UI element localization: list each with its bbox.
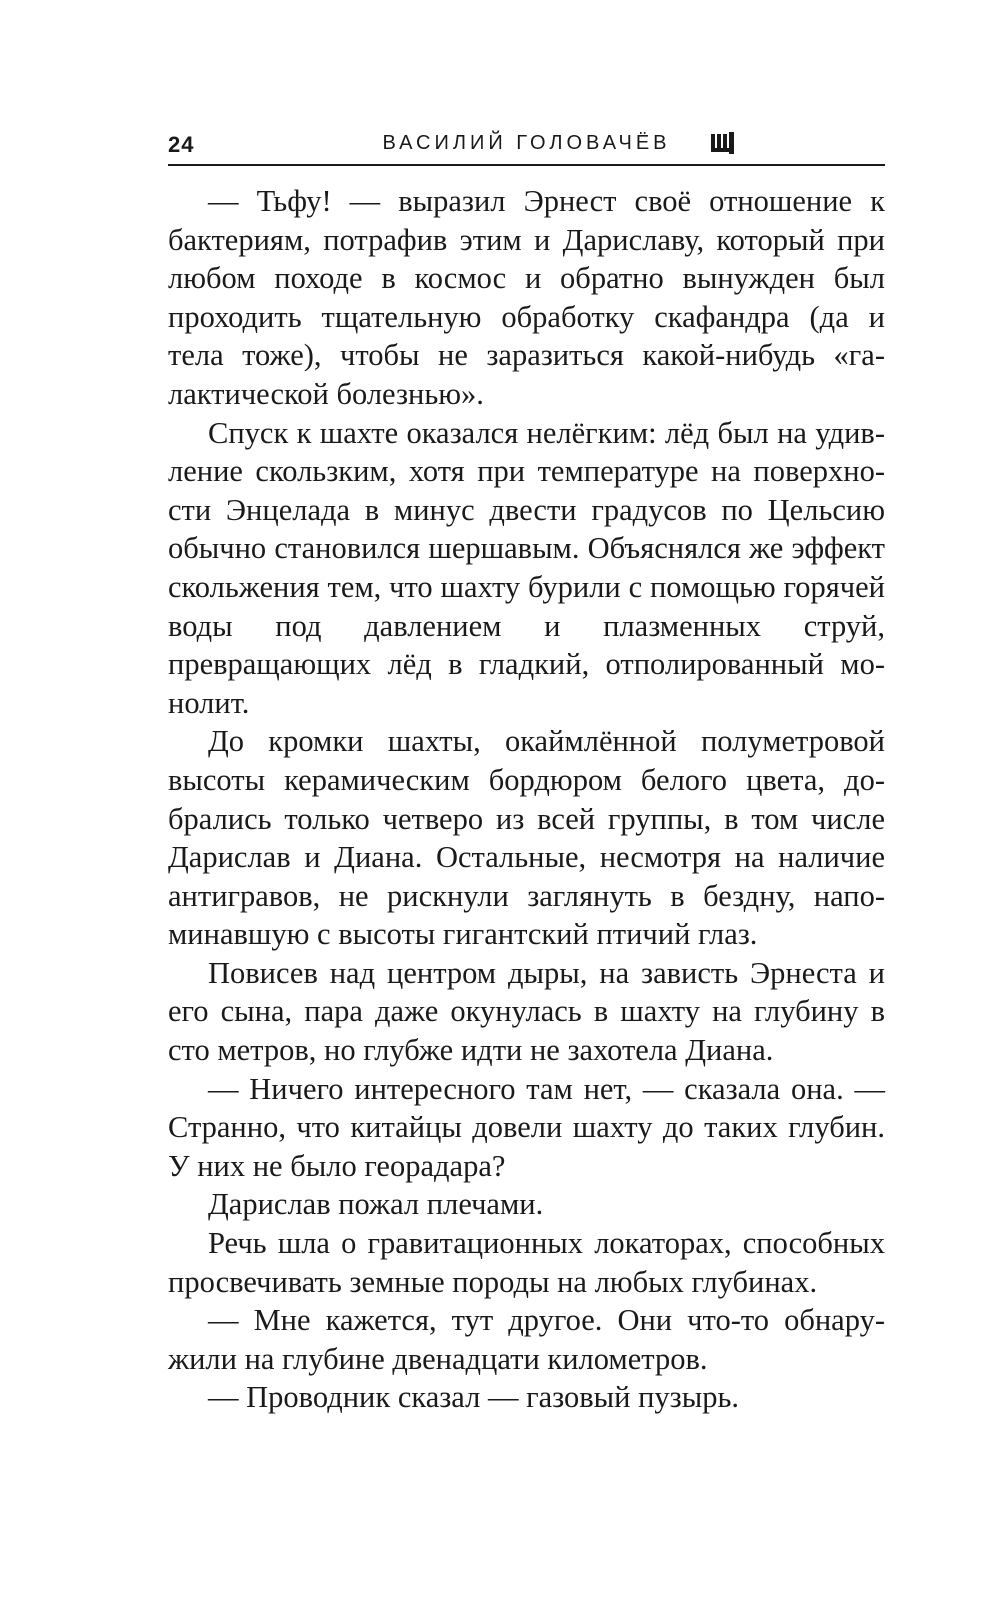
paragraph-4: Повисев над центром дыры, на зависть Эрнеста и его сына, пара даже окунулась в шахту на глубину в сто метров, но глубже идти не захотела Диана. (168, 955, 885, 1068)
paragraph-8: — Мне кажется, тут другое. Они что-то обнаружили на глубине двенадцати километров. (168, 1303, 885, 1376)
paragraph-6: Дарислав пожал плечами. (208, 1187, 544, 1222)
paragraph-1: — Тьфу! — выразил Эрнест своё отношение к бактериям, потрафив этим и Дариславу, который при любом походе в космос и обратно вынужден был проходить тщательную обработку скафандра (да и тела тоже), чтобы не заразиться какой-нибудь «галактической болезнью». (168, 184, 885, 411)
running-title: ВАСИЛИЙ ГОЛОВАЧЁВ (382, 132, 671, 154)
paragraph-7: Речь шла о гравитационных локаторах, способных просвечивать земные породы на любых глубинах. (168, 1226, 885, 1299)
paragraph-3: До кромки шахты, окаймлённой полуметровой высоты керамическим бордюром белого цвета, добрались только четверо из всей группы, в том числе Дарислав и Диана. Остальные, несмотря на наличие антигравов, не рискнули заглянуть в бездну, напоминавшую с высоты гигантский птичий глаз. (168, 724, 885, 952)
page-header (168, 120, 885, 166)
publisher-logo-icon (711, 132, 735, 154)
paragraph-2: Спуск к шахте оказался нелёгким: лёд был на удивление скользким, хотя при температуре на поверхности Энцелада в минус двести градусов по Цельсию обычно становился шершавым. Объяснялся же эффект скольжения тем, что шахту бурили с помощью горячей воды под давлением и плазменных струй, превращающих лёд в гладкий, отполированный монолит. (168, 415, 885, 720)
paragraph-5: — Ничего интересного там нет, — сказала она. — Странно, что китайцы довели шахту до таких глубин. У них не было георадара? (168, 1071, 885, 1183)
page-number: 24 (168, 132, 195, 157)
paragraph-9: — Проводник сказал — газовый пузырь. (208, 1380, 739, 1415)
book-page (168, 120, 885, 1417)
body-text (168, 182, 885, 1417)
